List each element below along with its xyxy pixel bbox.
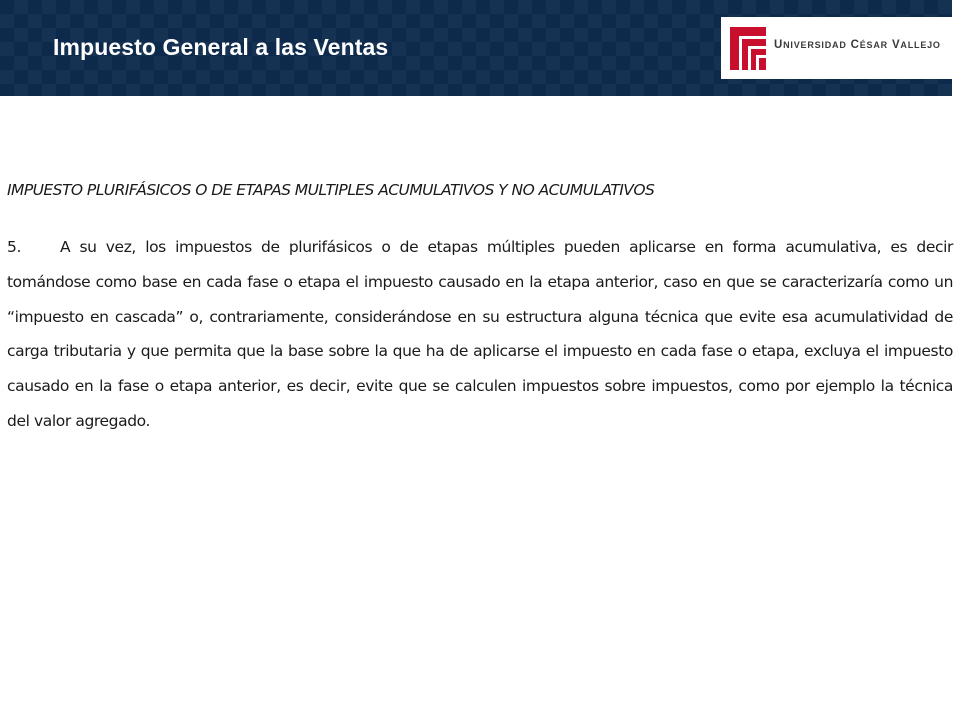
university-logo xyxy=(721,17,952,79)
slide-content xyxy=(7,172,953,439)
paragraph-number: 5. xyxy=(7,238,21,256)
paragraph-text: A su vez, los impuestos de plurifásicos o de etapas múltiples pueden aplicarse en forma acumulativa, es decir tomándose como base en cada fase o etapa el impuesto causado en la etapa anterior, caso en que se caracterizaría como un “impuesto en cascada” o, contrariamente, considerándose en su estructura alguna técnica que evite esa acumulatividad de carga tributaria y que permita que la base sobre la que ha de aplicarse el impuesto en cada fase o etapa, excluya el impuesto causado en la fase o etapa anterior, es decir, evite que se calculen impuestos sobre impuestos, como por ejemplo la técnica del valor agregado. xyxy=(7,238,953,430)
page-title: Impuesto General a las Ventas xyxy=(53,34,389,60)
university-name xyxy=(774,39,941,51)
section-heading: IMPUESTO PLURIFÁSICOS O DE ETAPAS MULTIPLES ACUMULATIVOS Y NO ACUMULATIVOS xyxy=(7,181,655,199)
university-name-text: UNIVERSIDAD CÉSAR VALLEJO xyxy=(774,39,941,51)
ucv-shield-icon xyxy=(728,24,768,72)
header-bar xyxy=(0,0,952,96)
body-paragraph xyxy=(7,230,953,439)
